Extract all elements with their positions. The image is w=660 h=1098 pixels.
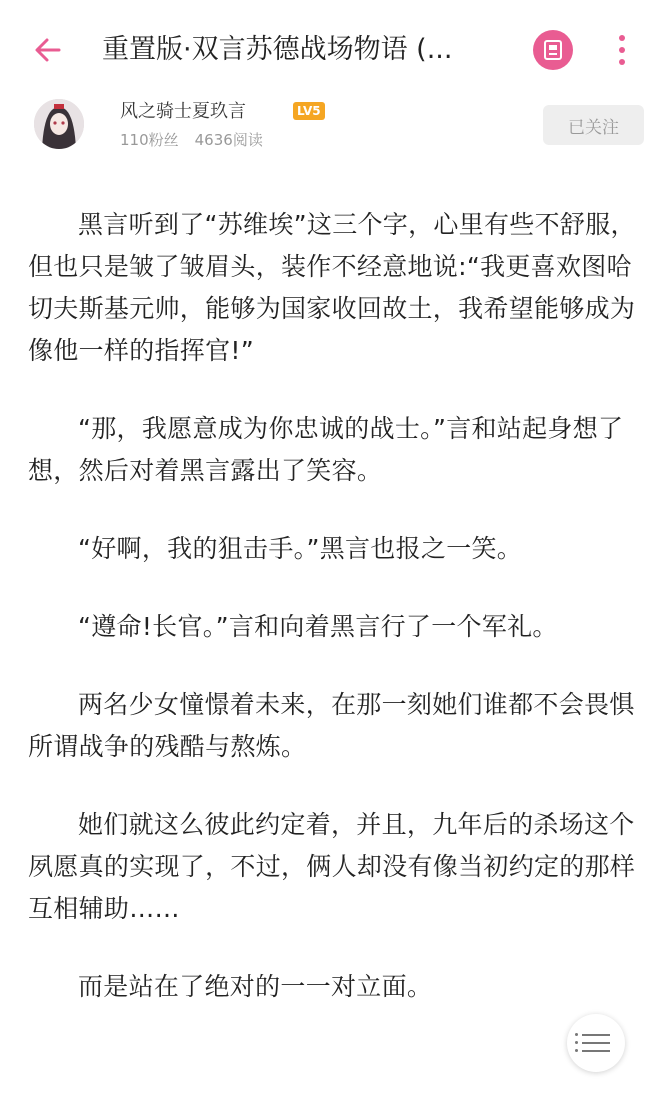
list-menu-icon (582, 1034, 610, 1036)
follow-button[interactable]: 已关注 (543, 105, 644, 145)
paragraph: 而是站在了绝对的一一对立面。 (78, 972, 433, 1001)
top-bar (0, 0, 660, 100)
image-icon (542, 39, 564, 61)
avatar-image (34, 99, 84, 149)
level-badge: LV5 (293, 102, 325, 120)
back-button[interactable] (24, 26, 72, 74)
paragraph: “遵命!长官。”言和向着黑言行了一个军礼。 (78, 612, 558, 641)
paragraph: 黑言听到了“苏维埃”这三个字，心里有些不舒服，但也只是皱了皱眉头，装作不经意地说:“我更喜欢图哈切夫斯基元帅，能够为国家收回故土，我希望能够成为像他一样的指挥官!” (28, 210, 636, 365)
paragraph: “好啊，我的狙击手。”黑言也报之一笑。 (78, 534, 523, 563)
fans-count: 110粉丝 (120, 131, 179, 149)
author-row (0, 96, 660, 156)
read-count: 4636阅读 (194, 131, 263, 149)
more-vertical-icon (619, 35, 625, 41)
article-body (28, 204, 638, 1044)
paragraph: 她们就这么彼此约定着，并且，九年后的杀场这个夙愿真的实现了，不过，俩人却没有像当初约定的那样互相辅助…… (28, 810, 636, 923)
paragraph: 两名少女憧憬着未来，在那一刻她们谁都不会畏惧所谓战争的残酷与熬炼。 (28, 690, 635, 761)
paragraph: “那，我愿意成为你忠诚的战士。”言和站起身想了想，然后对着黑言露出了笑容。 (28, 414, 624, 485)
back-arrow-icon (33, 35, 63, 65)
image-button[interactable] (533, 30, 573, 70)
page-title: 重置版·双言苏德战场物语 (... (102, 34, 453, 65)
author-stats (120, 130, 263, 150)
more-options-button[interactable] (604, 28, 640, 72)
avatar[interactable] (34, 99, 84, 149)
author-name[interactable]: 风之骑士夏玖言 (120, 101, 246, 122)
catalog-menu-button[interactable] (567, 1014, 625, 1072)
